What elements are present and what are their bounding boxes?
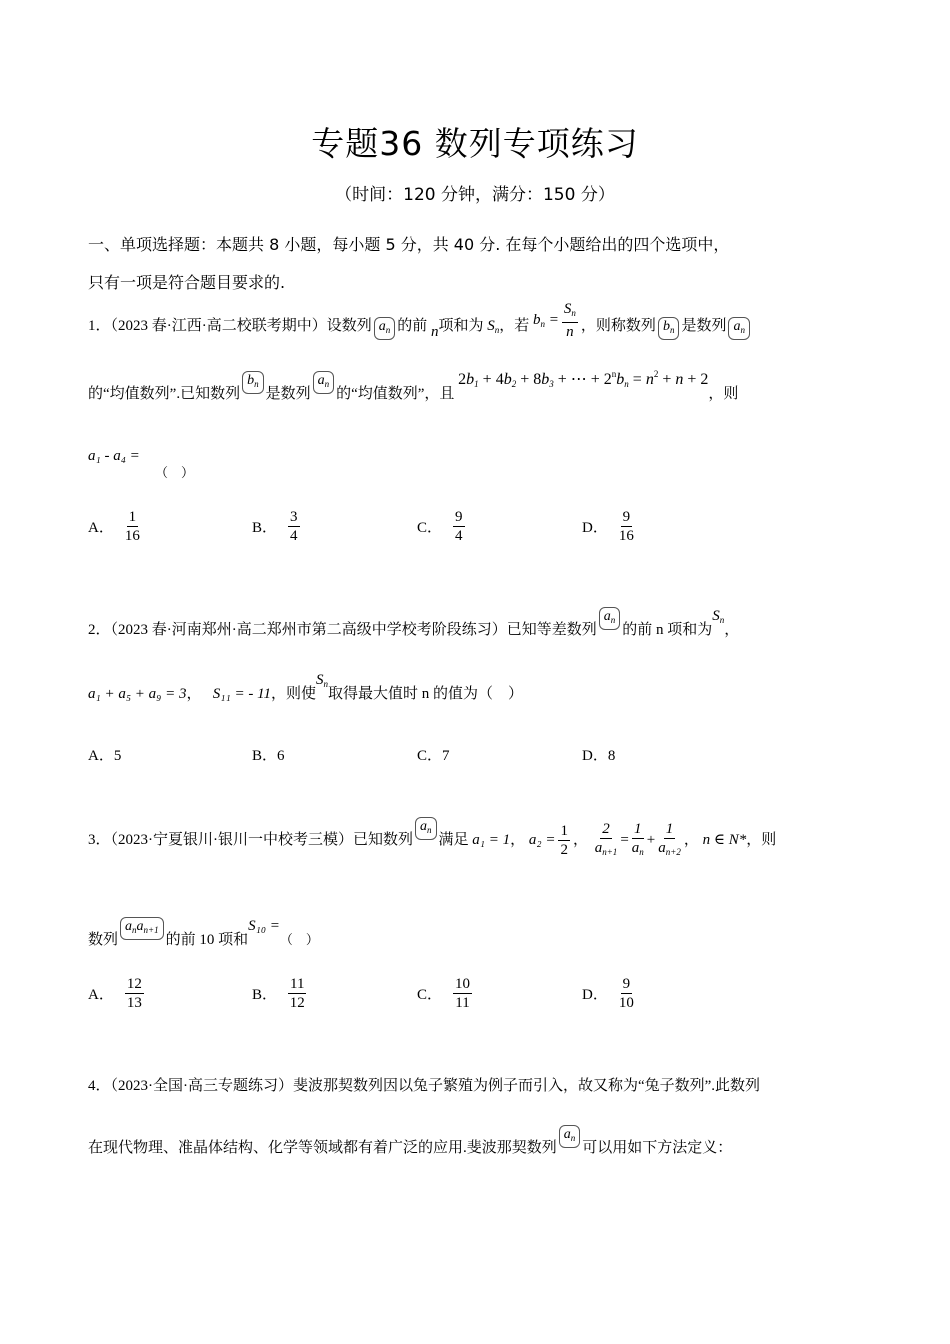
option-label: A． [88,520,114,536]
q1-text: 的“均值数列”，且 [336,386,455,402]
option-fraction: $\frac{10}{11}$ [455,976,471,1011]
q3-source: 3．（2023·宁夏银川·银川一中校考三模）已知数列 [88,831,413,848]
formula-an-an1: $a_na_{n+1}$ [120,917,164,940]
q1-text: 的前 [397,317,428,334]
formula-bn: $b_n$ [658,317,680,340]
q1-text: ，则 [708,386,739,402]
q2-text: 的前 n 项和为 [622,622,713,638]
answer-paren: （ ） [279,932,319,947]
formula-a2: a₂ = [528,831,556,848]
q1-text: 是数列 [681,317,727,334]
q3-text: 满足 [438,831,469,848]
q2-text: ，则使 [270,686,316,702]
formula-an: $a_n$ [374,317,396,340]
section-heading-line2: 只有一项是符合题目要求的. [88,273,286,292]
q1-option-a[interactable] [88,508,143,545]
formula-an: $a_n$ [559,1125,581,1148]
formula-bn-def: $b_n$ = [533,311,559,329]
formula-recurrence-lhs: $\frac{2}{a_{n+1}}$ [594,821,618,857]
q1-n: n [431,323,439,340]
q1-line2 [88,369,739,408]
formula-a1-minus-a4: a₁ - a₄ = [88,448,140,464]
formula-Sn: $S_n$ [315,672,328,689]
formula-Sn: $S_n$ [712,608,725,625]
q1-source: 1．（2023 春·江西·高二校联考期中）设数列 [88,317,372,334]
q3-option-a[interactable] [88,975,147,1012]
q2-option-d[interactable]: D．8 [582,748,616,764]
option-fraction: $\frac{11}{12}$ [289,976,305,1011]
q2-option-c[interactable]: C．7 [417,748,450,764]
option-fraction: $\frac{3}{4}$ [290,509,298,544]
option-fraction: $\frac{9}{16}$ [618,509,634,544]
q1-option-d[interactable] [582,508,637,545]
q2-line1: 2．（2023 春·河南郑州·高二郑州市第二高级中学校考阶段练习）已知等差数列$a_n$的前 n 项和为$S_n$， [88,608,740,638]
q3-text: 数列 [88,932,119,948]
q1-option-c[interactable] [417,508,468,545]
option-fraction: $\frac{9}{10}$ [618,976,634,1011]
q4-text: 可以用如下方法定义： [582,1140,733,1156]
q2-text: 取得最大值时 n 的值为（ ） [327,686,523,702]
formula-Sn-over-n: $\frac{S_n}{n}$ [563,301,576,340]
formula-S11: S₁₁ = - 11 [212,686,271,702]
formula-recurrence-r1: $\frac{1}{a_n}$ [631,821,644,857]
option-label: B． [252,987,278,1003]
q1-text: 项和为 [438,317,484,334]
formula-an: $a_n$ [313,371,335,394]
formula-S10: S₁₀ = [248,918,280,934]
q1-line1 [88,301,752,347]
q1-option-b[interactable] [252,508,303,545]
q1-text: ，则称数列 [580,317,656,334]
q3-option-b[interactable] [252,975,309,1012]
q4-text: 在现代物理、准晶体结构、化学等领域都有着广泛的应用.斐波那契数列 [88,1140,557,1156]
formula-a1: a₁ = 1 [472,831,511,848]
q3-line1: 3．（2023·宁夏银川·银川一中校考三模）已知数列$a_n$满足 a₁ = 1， a₂ = $\frac{1}{2}$ ， $\frac{2}{a_{n+1}}$ = $\frac{1}{a_n}$ + $\frac{1}{a_{n+2}}$ ， n ∈ N*，则 [88,820,776,861]
q3-line2 [88,918,319,954]
option-label: C． [417,987,443,1003]
q2-option-b[interactable]: B．6 [252,748,285,764]
q2-source: 2．（2023 春·河南郑州·高二郑州市第二高级中学校考阶段练习）已知等差数列 [88,622,597,638]
q2-option-a[interactable]: A．5 [88,748,122,764]
option-label: B． [252,520,278,536]
option-label: A． [88,987,114,1003]
q4-line1: 4．（2023·全国·高三专题练习）斐波那契数列因以兔子繁殖为例子而引入，故又称为“兔子数列”.此数列 [88,1078,761,1094]
formula-an: $a_n$ [415,817,437,840]
formula-arith-condition: a₁ + a₅ + a₉ = 3 [88,686,187,702]
option-fraction: $\frac{12}{13}$ [126,976,142,1011]
formula-an: $a_n$ [599,607,621,630]
q4-line2 [88,1127,733,1162]
section-heading-line1: 一、单项选择题：本题共 8 小题，每小题 5 分，共 40 分. 在每个小题给出的四个选项中， [88,235,730,254]
q3-text: 的前 10 项和 [165,932,249,948]
formula-n-natural: n ∈ N* [702,831,747,848]
q3-text: ，则 [746,831,777,848]
option-fraction: $\frac{9}{4}$ [455,509,463,544]
page-subtitle: （时间：120 分钟，满分：150 分） [335,185,615,205]
q1-text: ，若 [499,317,530,334]
q3-option-c[interactable] [417,975,475,1012]
formula-sum-condition: $2b_1 + 4b_2 + 8b_3$ + ⋯ + $2^nb_n = n^2 + n + 2$ [458,369,709,389]
formula-bn: $b_n$ [242,371,264,394]
option-label: C． [417,520,443,536]
formula-one-half: $\frac{1}{2}$ [560,823,568,858]
option-label: D． [582,520,608,536]
page-title: 专题36 数列专项练习 [311,124,639,163]
option-fraction: $\frac{1}{16}$ [124,509,140,544]
q3-option-d[interactable] [582,975,637,1012]
formula-Sn: $S_n$ [487,317,500,335]
option-label: D． [582,987,608,1003]
formula-recurrence-r2: $\frac{1}{a_{n+2}}$ [658,821,681,857]
formula-an: $a_n$ [728,317,750,340]
q2-line2: a₁ + a₅ + a₉ = 3， S₁₁ = - 11，则使$S_n$取得最大值时 n 的值为（ ） [88,672,523,702]
answer-paren: （ ） [155,465,195,480]
q1-text: 的“均值数列”.已知数列 [88,386,241,402]
q1-text: 是数列 [265,386,311,402]
